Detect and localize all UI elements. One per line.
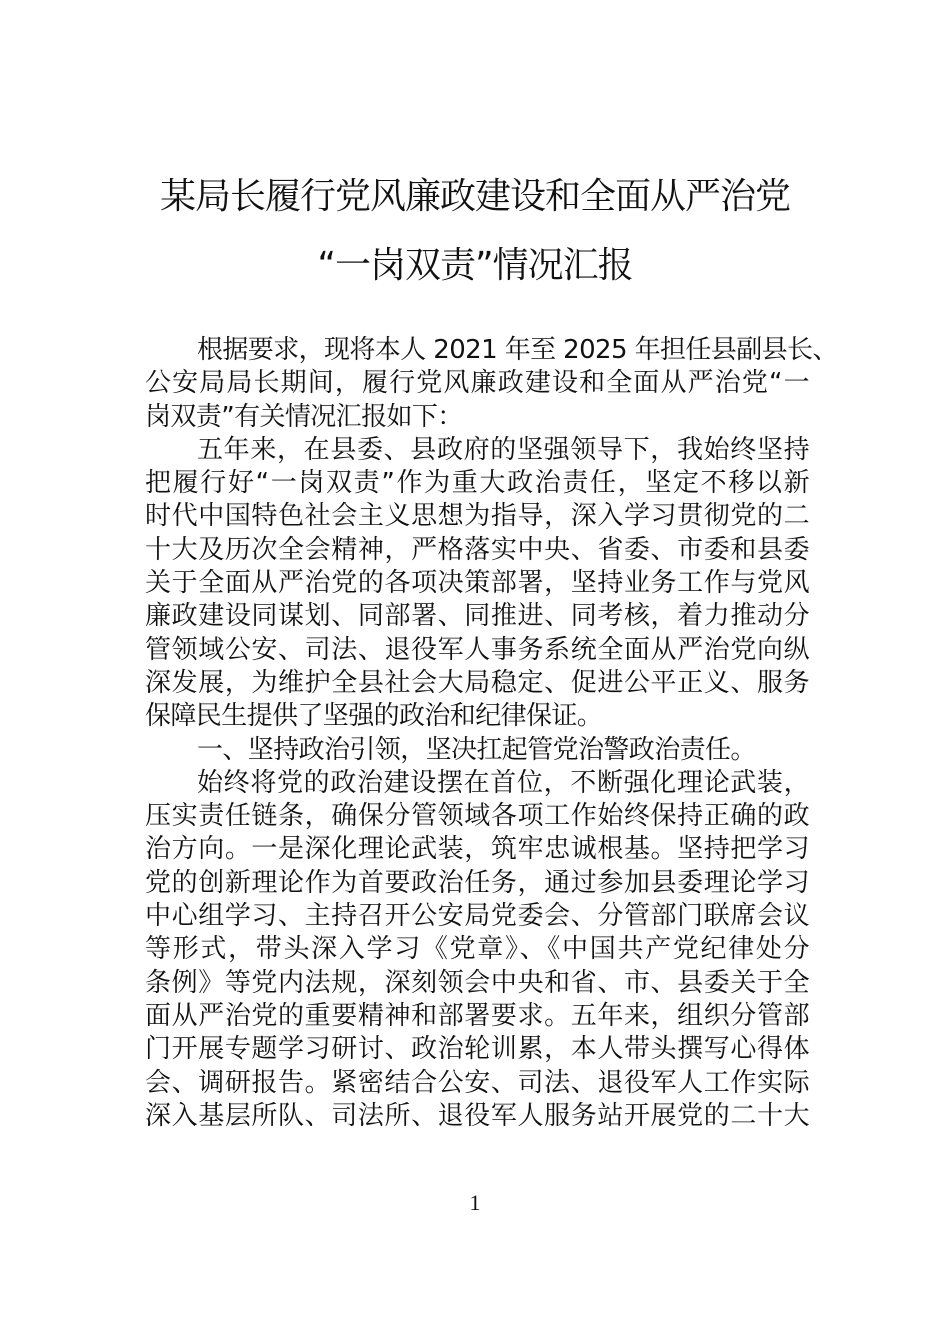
body-text-line: 五年来，在县委、县政府的坚强领导下，我始终坚持 bbox=[197, 434, 809, 465]
body-text-line: 深发展，为维护全县社会大局稳定、促进公平正义、服务 bbox=[145, 667, 809, 698]
body-text-line: 深入基层所队、司法所、退役军人服务站开展党的二十大 bbox=[145, 1100, 809, 1131]
page-number: 1 bbox=[469, 1190, 481, 1215]
body-text-line: 等形式，带头深入学习《党章》、《中国共产党纪律处分 bbox=[145, 934, 809, 965]
body-text-line: 时代中国特色社会主义思想为指导，深入学习贯彻党的二 bbox=[145, 501, 809, 532]
body-text-line: 公安局局长期间，履行党风廉政建设和全面从严治党“一 bbox=[145, 368, 809, 399]
body-text-line: 关于全面从严治党的各项决策部署，坚持业务工作与党风 bbox=[145, 568, 809, 599]
body-text-line: 岗双责”有关情况汇报如下： bbox=[145, 401, 463, 432]
body-text-line: 面从严治党的重要精神和部署要求。五年来，组织分管部 bbox=[145, 1000, 809, 1031]
body-text-line: 把履行好“一岗双责”作为重大政治责任，坚定不移以新 bbox=[145, 468, 809, 499]
document-title-line-1: 某局长履行党风廉政建设和全面从严治党 bbox=[159, 176, 790, 217]
body-text-line: 压实责任链条，确保分管领域各项工作始终保持正确的政 bbox=[145, 801, 809, 832]
document-title-line-2: “一岗双责”情况汇报 bbox=[317, 245, 633, 286]
body-text-line: 十大及历次全会精神，严格落实中央、省委、市委和县委 bbox=[145, 534, 809, 565]
document-body bbox=[145, 334, 838, 1133]
body-text-line: 保障民生提供了坚强的政治和纪律保证。 bbox=[145, 701, 603, 732]
body-text-line: 根据要求，现将本人 2021 年至 2025 年担任县副县长、 bbox=[197, 335, 838, 365]
body-text-line: 党的创新理论作为首要政治任务，通过参加县委理论学习 bbox=[145, 867, 809, 898]
body-text-line: 中心组学习、主持召开公安局党委会、分管部门联席会议 bbox=[145, 901, 809, 932]
body-text-line: 一、坚持政治引领，坚决扛起管党治警政治责任。 bbox=[197, 734, 756, 765]
body-text-line: 会、调研报告。紧密结合公安、司法、退役军人工作实际 bbox=[145, 1067, 809, 1098]
body-text-line: 管领域公安、司法、退役军人事务系统全面从严治党向纵 bbox=[145, 634, 809, 665]
body-text-line: 廉政建设同谋划、同部署、同推进、同考核，着力推动分 bbox=[145, 601, 809, 632]
body-text-line: 条例》等党内法规，深刻领会中央和省、市、县委关于全 bbox=[145, 967, 809, 998]
body-text-line: 始终将党的政治建设摆在首位，不断强化理论武装， bbox=[197, 767, 809, 798]
body-text-line: 门开展专题学习研讨、政治轮训累，本人带头撰写心得体 bbox=[145, 1034, 809, 1065]
body-text-line: 治方向。一是深化理论武装，筑牢忠诚根基。坚持把学习 bbox=[145, 834, 809, 865]
